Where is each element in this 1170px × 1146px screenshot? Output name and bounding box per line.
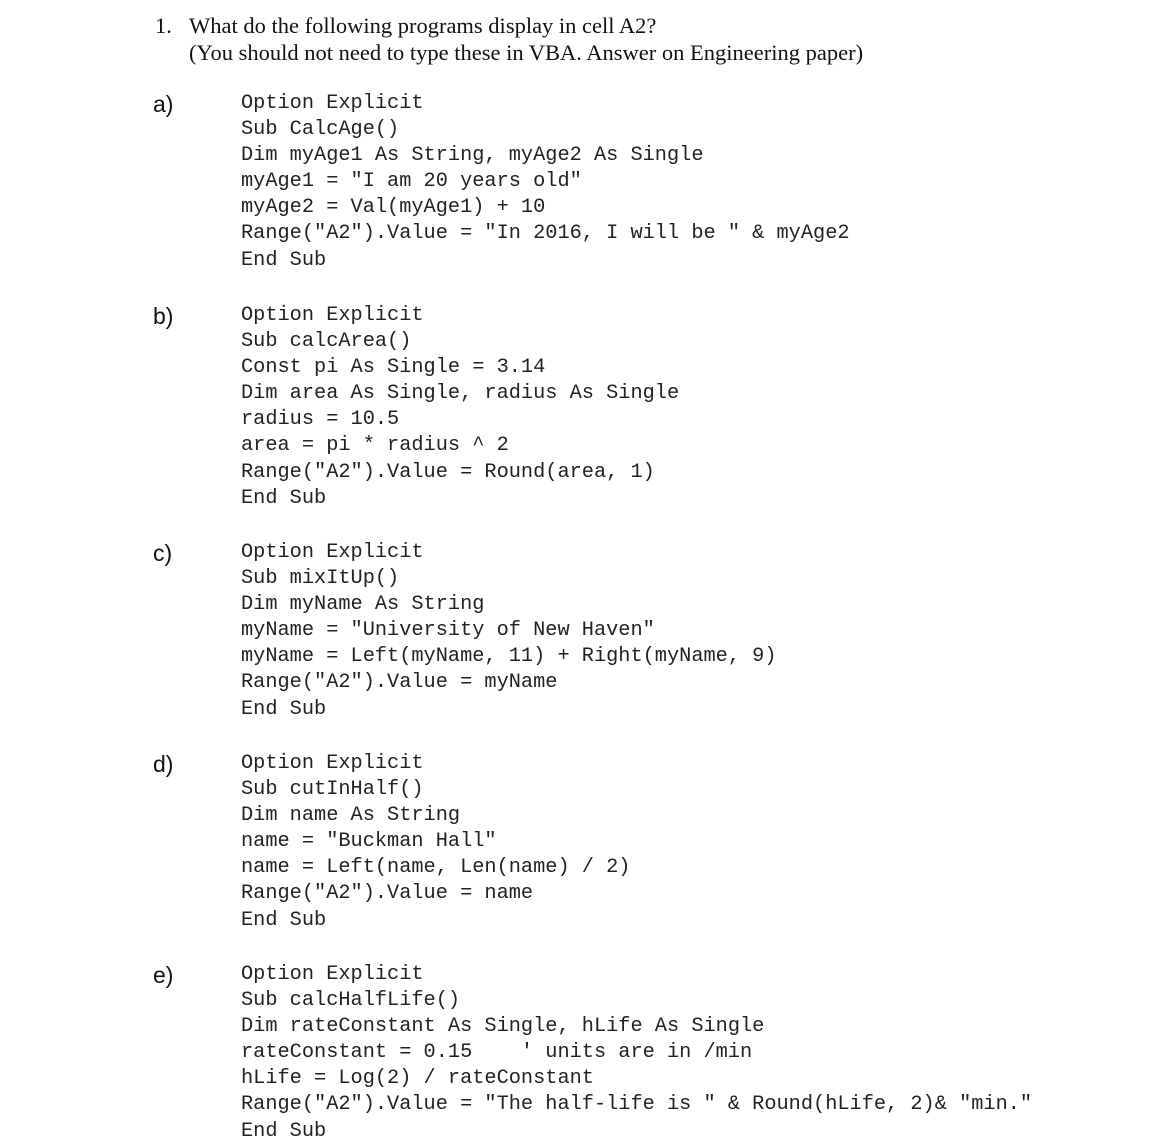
code-line: rateConstant = 0.15 ' units are in /min [241,1041,753,1065]
code-line: Range("A2").Value = "In 2016, I will be " & myAge2 [241,222,850,246]
code-line: Dim myAge1 As String, myAge2 As Single [241,144,704,168]
question-heading [155,12,863,66]
code-line: Option Explicit [241,963,424,986]
code-line: End Sub [241,697,327,721]
code-line: myName = Left(myName, 11) + Right(myName, 9) [241,645,777,669]
part-label: b) [153,303,174,329]
code-line: Range("A2").Value = name [241,882,534,906]
code-line: Range("A2").Value = Round(area, 1) [241,460,655,484]
code-line: myAge1 = "I am 20 years old" [241,170,582,194]
code-line: Sub calcHalfLife() [241,989,461,1013]
code-line: Option Explicit [241,92,424,115]
part-label: d) [153,751,174,777]
code-block [241,540,777,723]
code-line: End Sub [241,1119,327,1143]
code-line: Range("A2").Value = myName [241,671,558,695]
code-line: Sub mixItUp() [241,567,400,591]
question-number: 1. [155,13,172,38]
code-line: myAge2 = Val(myAge1) + 10 [241,196,546,220]
code-line: hLife = Log(2) / rateConstant [241,1067,594,1091]
code-line: Dim area As Single, radius As Single [241,382,680,406]
question-subtext: (You should not need to type these in VBA. Answer on Engineering paper) [189,40,864,65]
code-line: radius = 10.5 [241,408,400,432]
code-line: Sub CalcAge() [241,118,400,142]
code-block [241,303,679,512]
code-line: End Sub [241,908,327,932]
code-block [241,91,850,274]
code-line: Sub cutInHalf() [241,778,424,802]
code-line: Sub calcArea() [241,330,412,354]
code-line: End Sub [241,248,327,272]
code-block [241,962,1032,1145]
code-line: Const pi As Single = 3.14 [241,356,546,380]
code-line: Dim name As String [241,804,461,828]
code-line: Option Explicit [241,752,424,775]
code-line: Option Explicit [241,541,424,564]
question-line-1 [155,12,863,39]
code-line: area = pi * radius ^ 2 [241,434,509,458]
code-line: name = Left(name, Len(name) / 2) [241,856,631,880]
code-line: Range("A2").Value = "The half-life is " & Round(hLife, 2)& "min." [241,1093,1033,1117]
code-line: End Sub [241,486,327,510]
code-block [241,751,630,934]
question-text: What do the following programs display in cell A2? [189,13,657,38]
part-label: e) [153,962,174,988]
part-label: c) [153,540,173,566]
code-line: name = "Buckman Hall" [241,830,497,854]
code-line: myName = "University of New Haven" [241,619,655,643]
code-line: Option Explicit [241,304,424,327]
code-line: Dim myName As String [241,593,485,617]
code-line: Dim rateConstant As Single, hLife As Single [241,1015,765,1039]
part-label: a) [153,91,174,117]
